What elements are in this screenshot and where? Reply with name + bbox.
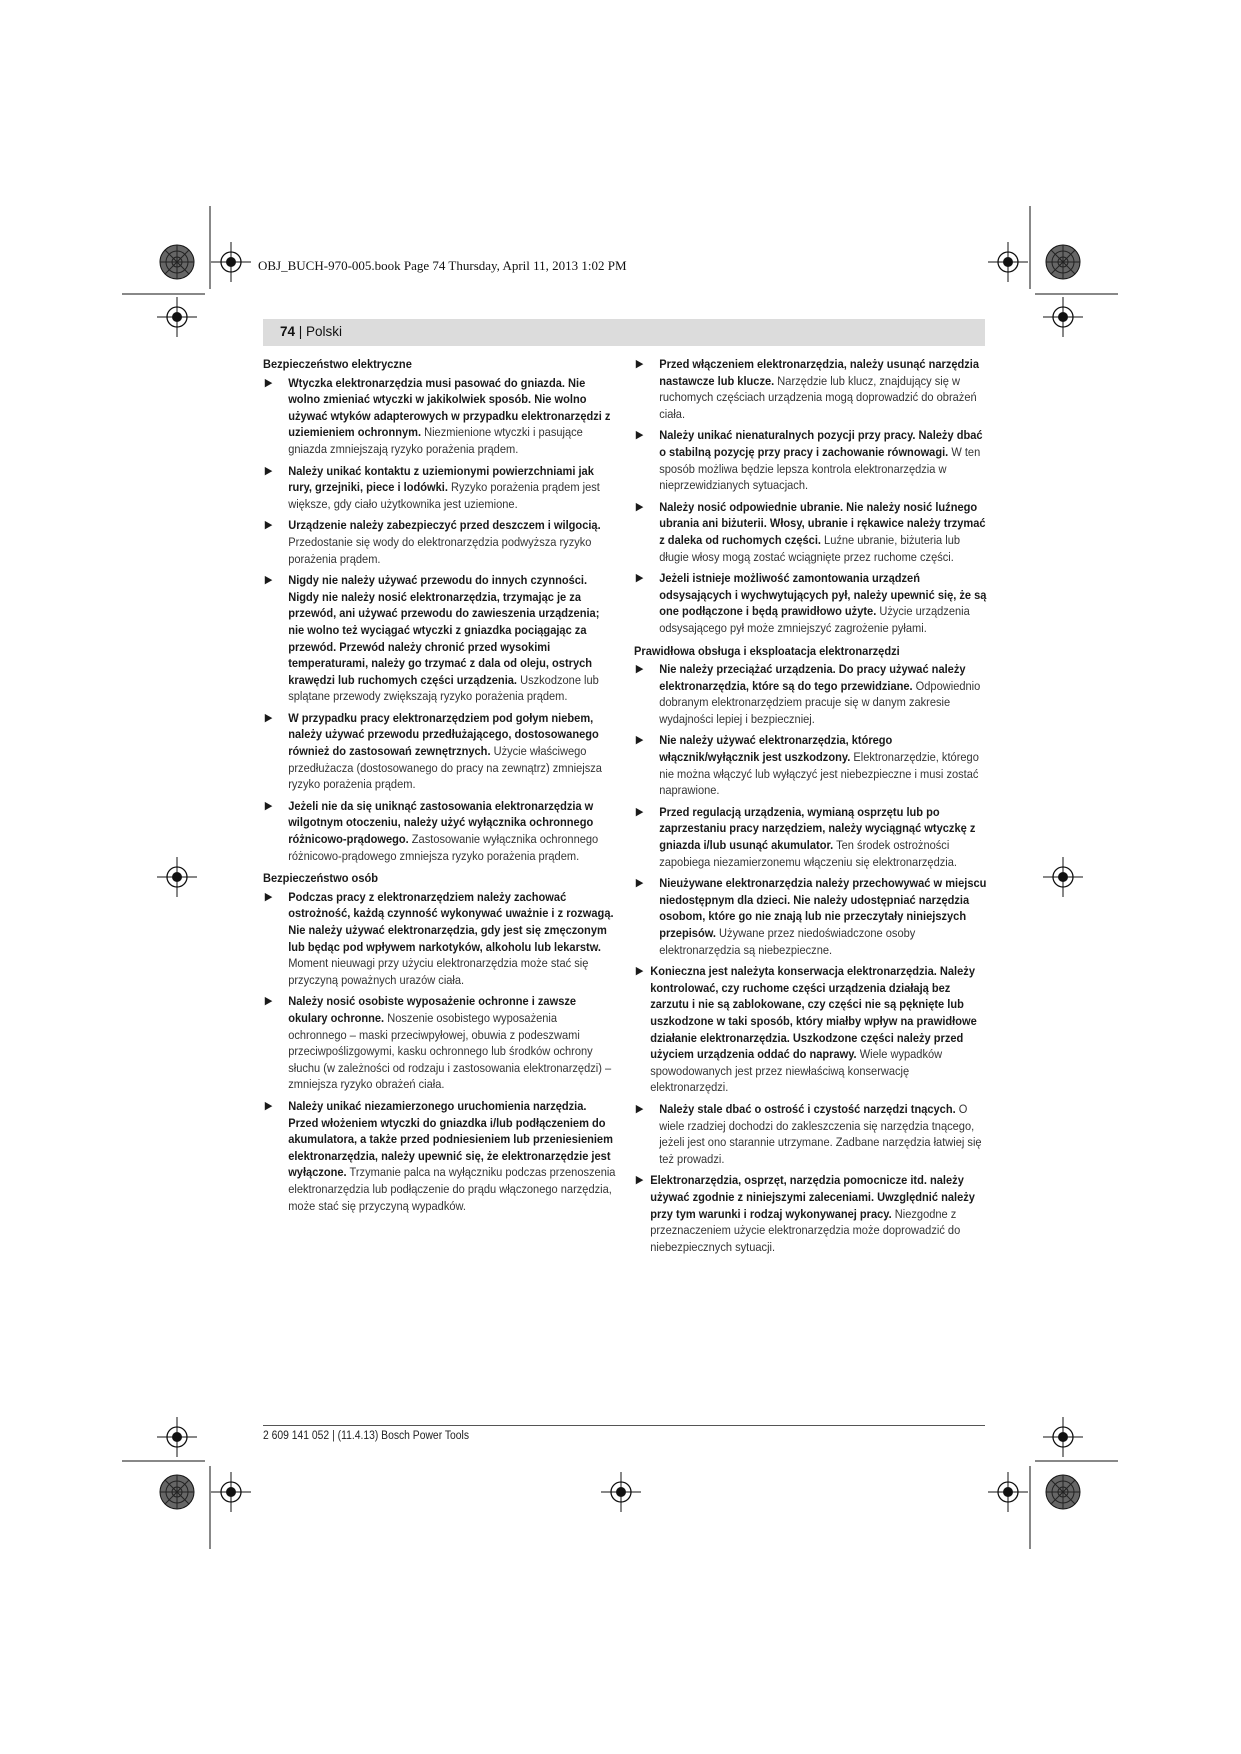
safety-item	[263, 710, 616, 793]
bullet-arrow-icon: ▶	[264, 711, 273, 724]
footer-text: 2 609 141 052 | (11.4.13) Bosch Power Tools	[263, 1430, 470, 1442]
item-bold-text: Należy stale dbać o ostrość i czystość narzędzi tnących.	[659, 1101, 956, 1116]
safety-item	[263, 375, 616, 458]
safety-item	[634, 875, 987, 958]
item-bold-text: Konieczna jest należyta konserwacja elektronarzędzia. Należy kontrolować, czy ruchome części urządzenia działają bez zarzutu i nie są zablokowane, czy części nie są pęknięte lub uszkodzone w taki sposób, który miałby wpływ na prawidłowe działanie elektronarzędzia. Uszkodzone części należy przed użyciem urządzenia oddać do naprawy.	[650, 964, 977, 1062]
bullet-arrow-icon: ▶	[635, 429, 644, 442]
page-number: 74	[280, 324, 296, 339]
bullet-arrow-icon: ▶	[264, 464, 273, 477]
bullet-arrow-icon: ▶	[635, 572, 644, 585]
item-bold-text: Należy unikać niezamierzonego uruchomienia narzędzia. Przed włożeniem wtyczki do gniazdka i/lub podłączeniem do akumulatora, a także przed podniesieniem lub przeniesieniem elektronarzędzia, należy upewnić się, że elektronarzędzie jest wyłączone.	[288, 1098, 613, 1180]
safety-item	[263, 993, 616, 1093]
safety-item	[263, 1098, 616, 1214]
bullet-arrow-icon: ▶	[635, 877, 644, 890]
bullet-arrow-icon: ▶	[264, 574, 273, 587]
safety-item	[263, 572, 616, 705]
registration-mark	[1043, 297, 1083, 337]
item-normal-text: Noszenie osobistego wyposażenia ochronnego – maski przeciwpyłowej, obuwia z podeszwami przeciwpoślizgowymi, kasku ochronnego lub środków ochrony słuchu (w zależności od rodzaju i zastosowania elektronarzędzi) – zmniejsza ryzyko obrażeń ciała.	[288, 1010, 612, 1092]
item-normal-text: Użycie urządzenia odsysającego pył może zmniejszyć zagrożenie pyłami.	[659, 604, 970, 635]
item-bold-text: Jeżeli nie da się uniknąć zastosowania elektronarzędzia w wilgotnym otoczeniu, należy użyć wyłącznika ochronnego różnicowo-prądowego.	[288, 798, 594, 847]
item-bold-text: Nigdy nie należy używać przewodu do innych czynności. Nigdy nie należy nosić elektronarzędzia, trzymając je za przewód, ani używać przewodu do zawieszenia urządzenia; nie wolno też wyciągać wtyczki z gniazdka pociągając za przewód. Przewód należy chronić przed wysokimi temperaturami, należy go trzymać z dala od oleju, ostrych krawędzi lub ruchomych części urządzenia.	[288, 573, 600, 687]
section-heading: Bezpieczeństwo elektryczne	[263, 357, 412, 371]
bullet-arrow-icon: ▶	[264, 1099, 273, 1112]
item-normal-text: W ten sposób możliwa będzie lepsza kontrola elektronarzędzia w nieprzewidzianych sytuacjach.	[659, 444, 981, 493]
item-bold-text: Podczas pracy z elektronarzędziem należy zachować ostrożność, każdą czynność wykonywać uważnie i z rozwagą. Nie należy używać elektronarzędzia, gdy jest się zmęczonym lub będąc pod wpływem narkotyków, alkoholu lub lekarstw.	[288, 889, 614, 954]
slug-line: OBJ_BUCH-970-005.book Page 74 Thursday, April 11, 2013 1:02 PM	[258, 258, 627, 273]
item-bold-text: Przed włączeniem elektronarzędzia, należy usunąć narzędzia nastawcze lub klucze.	[659, 357, 980, 388]
registration-mark	[157, 1417, 197, 1457]
item-bold-text: Wtyczka elektronarzędzia musi pasować do gniazda. Nie wolno zmieniać wtyczki w jakikolwiek sposób. Nie wolno używać wtyków adapterowych w przypadku elektronarzędzi z uziemieniem ochronnym.	[288, 375, 611, 440]
registration-mark	[1043, 1417, 1083, 1457]
item-bold-text: Nieużywane elektronarzędzia należy przechowywać w miejscu niedostępnym dla dzieci. Nie należy udostępniać narzędzia osobom, które go nie znają lub nie przeczytały niniejszych przepisów.	[659, 876, 987, 940]
safety-item	[263, 889, 616, 989]
item-normal-text: Ryzyko porażenia prądem jest większe, gdy ciało użytkownika jest uziemione.	[288, 480, 600, 511]
item-normal-text: Zastosowanie wyłącznika ochronnego różnicowo-prądowego zmniejsza ryzyko porażenia prądem.	[288, 832, 599, 863]
item-normal-text: Używane przez niedoświadczone osoby elektronarzędzia są niebezpieczne.	[659, 926, 916, 957]
safety-item	[634, 1101, 987, 1167]
safety-item	[634, 356, 987, 422]
item-bold-text: Elektronarzędzia, osprzęt, narzędzia pomocnicze itd. należy używać zgodnie z niniejszymi zaleceniami. Uwzględnić należy przy tym warunki i rodzaj wykonywanej pracy.	[650, 1173, 975, 1221]
safety-item	[634, 427, 987, 493]
color-wheel-mark	[1046, 1475, 1080, 1509]
bullet-arrow-icon: ▶	[264, 376, 273, 389]
footer-rule	[263, 1425, 985, 1426]
safety-item	[634, 1172, 987, 1255]
running-header	[280, 324, 342, 339]
bullet-arrow-icon: ▶	[635, 734, 644, 747]
safety-item	[634, 661, 987, 727]
registration-mark	[988, 1472, 1028, 1512]
color-wheel-mark	[160, 245, 194, 279]
item-normal-text: Luźne ubranie, biżuteria lub długie włosy mogą zostać wciągnięte przez ruchome części.	[659, 532, 961, 564]
item-bold-text: Nie należy używać elektronarzędzia, którego włącznik/wyłącznik jest uszkodzony.	[659, 733, 893, 765]
item-normal-text: Użycie właściwego przedłużacza (dostosowanego do pracy na zewnątrz) zmniejsza ryzyko porażenia prądem.	[288, 744, 602, 792]
safety-item	[634, 570, 987, 636]
item-bold-text: Przed regulacją urządzenia, wymianą osprzętu lub po zaprzestaniu pracy narzędziem, należy wyciągnąć wtyczkę z gniazda i/lub usunąć akumulator.	[659, 804, 976, 853]
item-bold-text: W przypadku pracy elektronarzędziem pod gołym niebem, należy używać przewodu przedłużającego, dostosowanego również do zastosowań zewnętrznych.	[288, 710, 599, 759]
bullet-arrow-icon: ▶	[635, 805, 644, 818]
bullet-arrow-icon: ▶	[635, 358, 644, 370]
item-normal-text: Trzymanie palca na wyłączniku podczas przenoszenia elektronarzędzia lub podłączenie do prądu włączonego narzędzia, może stać się przyczyną wypadków.	[288, 1165, 616, 1213]
item-normal-text: Ten środek ostrożności zapobiega niezamierzonemu włączeniu się elektronarzędzia.	[659, 838, 957, 869]
item-normal-text: O wiele rzadziej dochodzi do zakleszczenia się narzędzia tnącego, jeżeli jest ono starannie utrzymane. Zadbane narzędzia łatwiej się też prowadzi.	[659, 1101, 982, 1166]
item-bold-text: Nie należy przeciążać urządzenia. Do pracy używać należy elektronarzędzia, które są do tego przewidziane.	[659, 662, 966, 693]
item-normal-text: Odpowiednio dobranym elektronarzędziem pracuje się w danym zakresie wydajności lepiej i bezpieczniej.	[659, 678, 981, 726]
item-normal-text: Uszkodzone lub splątane przewody zwiększają ryzyko porażenia prądem.	[288, 672, 599, 704]
safety-item	[634, 732, 987, 798]
header-bar	[263, 319, 985, 346]
header-separator: |	[295, 324, 307, 339]
item-bold-text: Należy unikać nienaturalnych pozycji przy pracy. Należy dbać o stabilną pozycję przy pracy i zachowanie równowagi.	[659, 428, 983, 459]
safety-item	[263, 463, 616, 513]
color-wheel-mark	[160, 1475, 194, 1509]
bullet-arrow-icon: ▶	[264, 519, 273, 532]
section-heading: Prawidłowa obsługa i eksploatacja elektronarzędzi	[634, 643, 900, 658]
item-normal-text: Przedostanie się wody do elektronarzędzia podwyższa ryzyko porażenia prądem.	[288, 534, 592, 566]
item-bold-text: Należy unikać kontaktu z uziemionymi powierzchniami jak rury, grzejniki, piece i lodówki.	[288, 463, 594, 495]
bullet-arrow-icon: ▶	[635, 663, 644, 676]
bullet-arrow-icon: ▶	[635, 500, 644, 513]
item-normal-text: Wiele wypadków spowodowanych jest przez niewłaściwą konserwację elektronarzędzi.	[650, 1047, 943, 1095]
registration-mark	[157, 857, 197, 897]
registration-mark	[157, 297, 197, 337]
item-normal-text: Moment nieuwagi przy użyciu elektronarzędzia może stać się przyczyną poważnych urazów ciała.	[288, 956, 589, 987]
bullet-arrow-icon: ▶	[264, 799, 273, 812]
item-normal-text: Narzędzie lub klucz, znajdujący się w ruchomych częściach urządzenia mogą doprowadzić do obrażeń ciała.	[659, 373, 977, 421]
registration-mark	[601, 1472, 641, 1512]
item-normal-text: Niezmienione wtyczki i pasujące gniazda zmniejszają ryzyko porażenia prądem.	[288, 425, 583, 456]
item-bold-text: Należy nosić odpowiednie ubranie. Nie należy nosić luźnego ubrania ani biżuterii. Włosy, ubranie i rękawice należy trzymać z daleka od ruchomych części.	[659, 499, 986, 547]
item-normal-text: Niezgodne z przeznaczeniem użycie elektronarzędzia może doprowadzić do niebezpiecznych sytuacji.	[650, 1206, 961, 1254]
registration-mark	[988, 242, 1028, 282]
color-wheel-mark	[1046, 245, 1080, 279]
safety-item	[634, 804, 987, 870]
item-bold-text: Jeżeli istnieje możliwość zamontowania urządzeń odsysających i wychwytujących pył, należy upewnić się, że są one podłączone i będą prawidłowo użyte.	[659, 571, 987, 619]
safety-item	[634, 963, 987, 1096]
registration-mark	[1043, 857, 1083, 897]
bullet-arrow-icon: ▶	[264, 995, 273, 1008]
bullet-arrow-icon: ▶	[635, 965, 644, 978]
section-heading: Bezpieczeństwo osób	[263, 871, 379, 886]
header-language: Polski	[306, 324, 343, 339]
safety-item	[263, 798, 616, 864]
item-bold-text: Należy nosić osobiste wyposażenie ochronne i zawsze okulary ochronne.	[288, 994, 577, 1025]
item-bold-text: Urządzenie należy zabezpieczyć przed deszczem i wilgocią.	[288, 518, 601, 533]
safety-item	[634, 499, 987, 565]
left-column	[263, 356, 616, 1219]
bullet-arrow-icon: ▶	[635, 1174, 644, 1187]
bullet-arrow-icon: ▶	[635, 1102, 644, 1115]
item-normal-text: Elektronarzędzie, którego nie można włączyć lub wyłączyć jest niebezpieczne i musi zostać naprawione.	[659, 750, 979, 798]
right-column	[634, 356, 987, 1260]
safety-item	[263, 517, 616, 567]
registration-mark	[211, 1472, 251, 1512]
bullet-arrow-icon: ▶	[264, 890, 273, 903]
registration-mark	[211, 242, 251, 282]
